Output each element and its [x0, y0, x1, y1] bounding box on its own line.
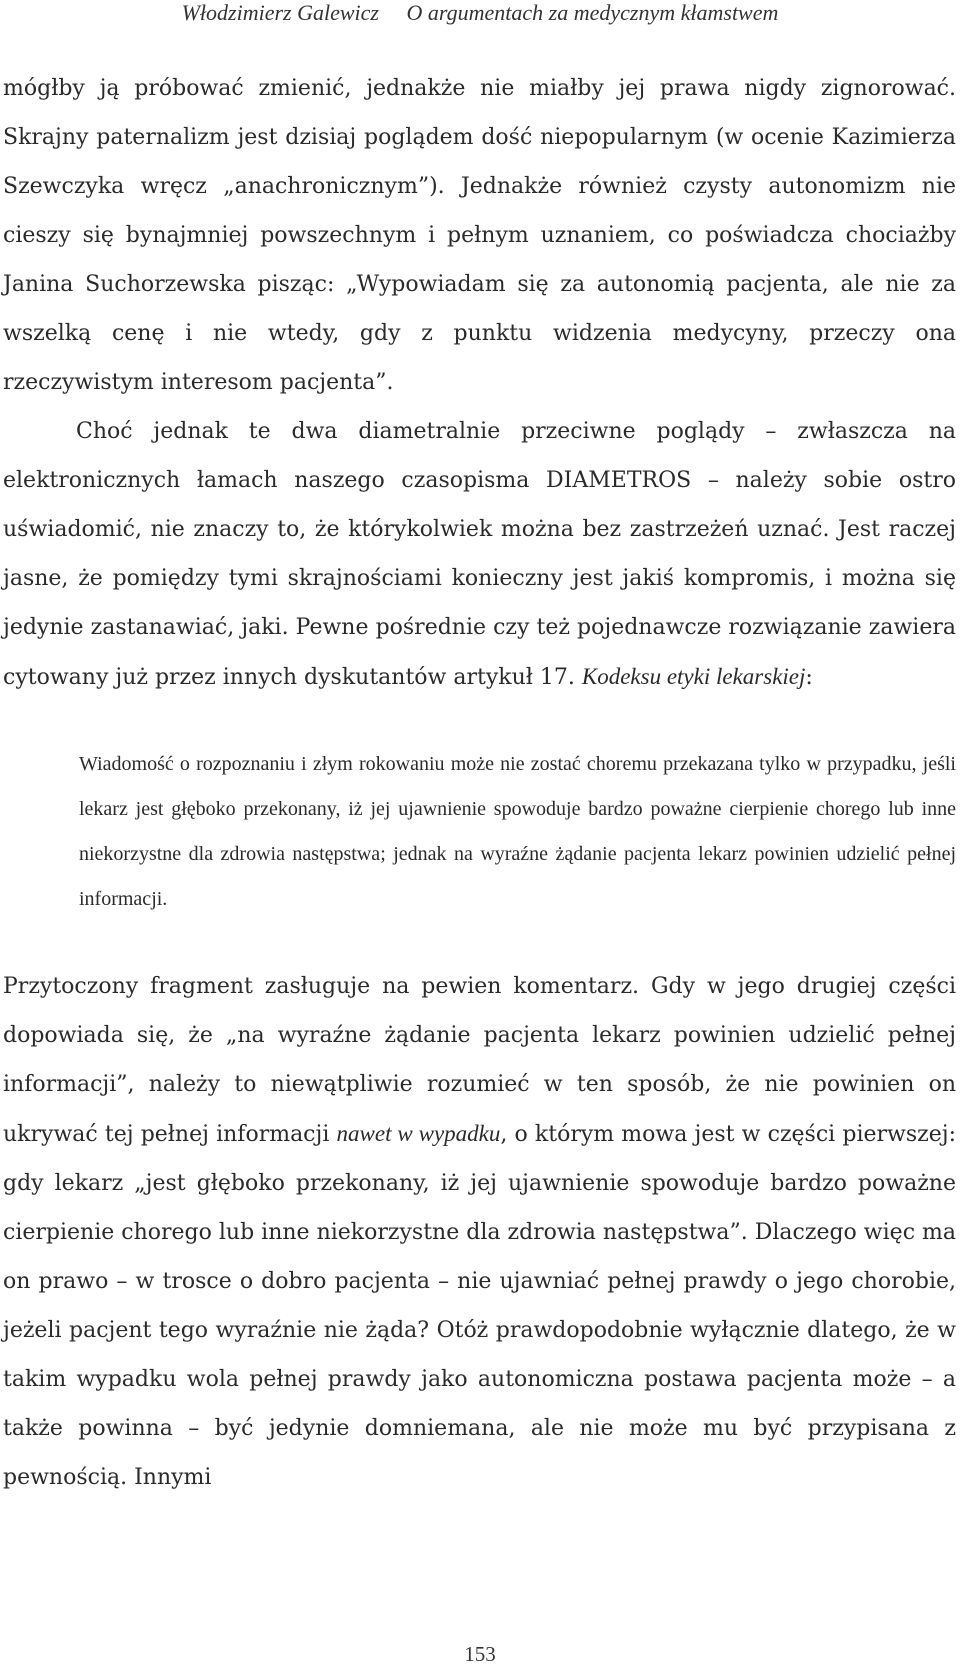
- running-header: [0, 0, 960, 30]
- quote-text: Wiadomość o rozpoznaniu i złym rokowaniu może nie zostać choremu przekazana tylko w przypadku, jeśli lekarz jest głęboko przekonany, iż jej ujawnienie spowoduje bardzo poważne cierpienie chorego lub inne niekorzystne dla zdrowia następstwa; jednak na wyraźne żądanie pacjenta lekarz powinien udzielić pełnej informacji.: [79, 753, 956, 910]
- paragraph-text: mógłby ją próbować zmienić, jednakże nie miałby jej prawa nigdy zignorować. Skrajny paternalizm jest dzisiaj poglądem dość niepopularnym (w ocenie Kazimierza Szewczyka wręcz „anachronicznym”). Jednakże również czysty autonomizm nie cieszy się bynajmniej powszechnym i pełnym uznaniem, co poświadcza chociażby Janina Suchorzewska pisząc: „Wypowiadam się za autonomią pacjenta, ale nie za wszelką cenę i nie wtedy, gdy z punktu widzenia medycyny, przeczy ona rzeczywistym interesom pacjenta”.: [3, 76, 956, 395]
- page-number: 153: [464, 1642, 496, 1666]
- block-quote: [79, 742, 956, 922]
- paragraph-text-end: :: [805, 665, 813, 690]
- paragraph-text-end: , o którym mowa jest w części pierwszej: gdy lekarz „jest głęboko przekonany, iż jej ujawnienie spowoduje bardzo poważne cierpienie chorego lub inne niekorzystne dla zdrowia następstwa”. Dlaczego więc ma on prawo – w trosce o dobro pacjenta – nie ujawniać pełnej prawdy o jego chorobie, jeżeli pacjent tego wyraźnie nie żąda? Otóż prawdopodobnie wyłącznie dlatego, że w takim wypadku wola pełnej prawdy jako autonomiczna postawa pacjenta może – a także powinna – być jedynie domniemana, ale nie może mu być przypisana z pewnością. Innymi: [3, 1122, 956, 1490]
- header-author: Włodzimierz Galewicz: [181, 0, 379, 25]
- emphasis-italic: nawet w wypadku: [336, 1121, 501, 1146]
- paragraph-compromise: [3, 407, 956, 702]
- paragraph-text: Przytoczony fragment zasługuje na pewien komentarz. Gdy w jego drugiej części dopowiada się, że „na wyraźne żądanie pacjenta lekarz powinien udzielić pełnej informacji”, należy to niewątpliwie rozumieć w ten sposób, że nie powinien on ukrywać tej pełnej informacji: [3, 974, 956, 1147]
- header-title: O argumentach za medycznym kłamstwem: [406, 0, 779, 25]
- paragraph-text: Choć jednak te dwa diametralnie przeciwne poglądy – zwłaszcza na elektronicznych łamach naszego czasopisma DIAMETROS – należy sobie ostro uświadomić, nie znaczy to, że którykolwiek można bez zastrzeżeń uznać. Jest raczej jasne, że pomiędzy tymi skrajnościami konieczny jest jakiś kompromis, i można się jedynie zastanawiać, jaki. Pewne pośrednie czy też pojednawcze rozwiązanie zawiera cytowany już przez innych dyskutantów artykuł 17.: [3, 419, 956, 690]
- paragraph-commentary: [3, 962, 956, 1502]
- paragraph-continued: [3, 64, 956, 407]
- code-title-italic: Kodeksu etyki lekarskiej: [581, 664, 806, 689]
- page-body: [0, 64, 960, 1502]
